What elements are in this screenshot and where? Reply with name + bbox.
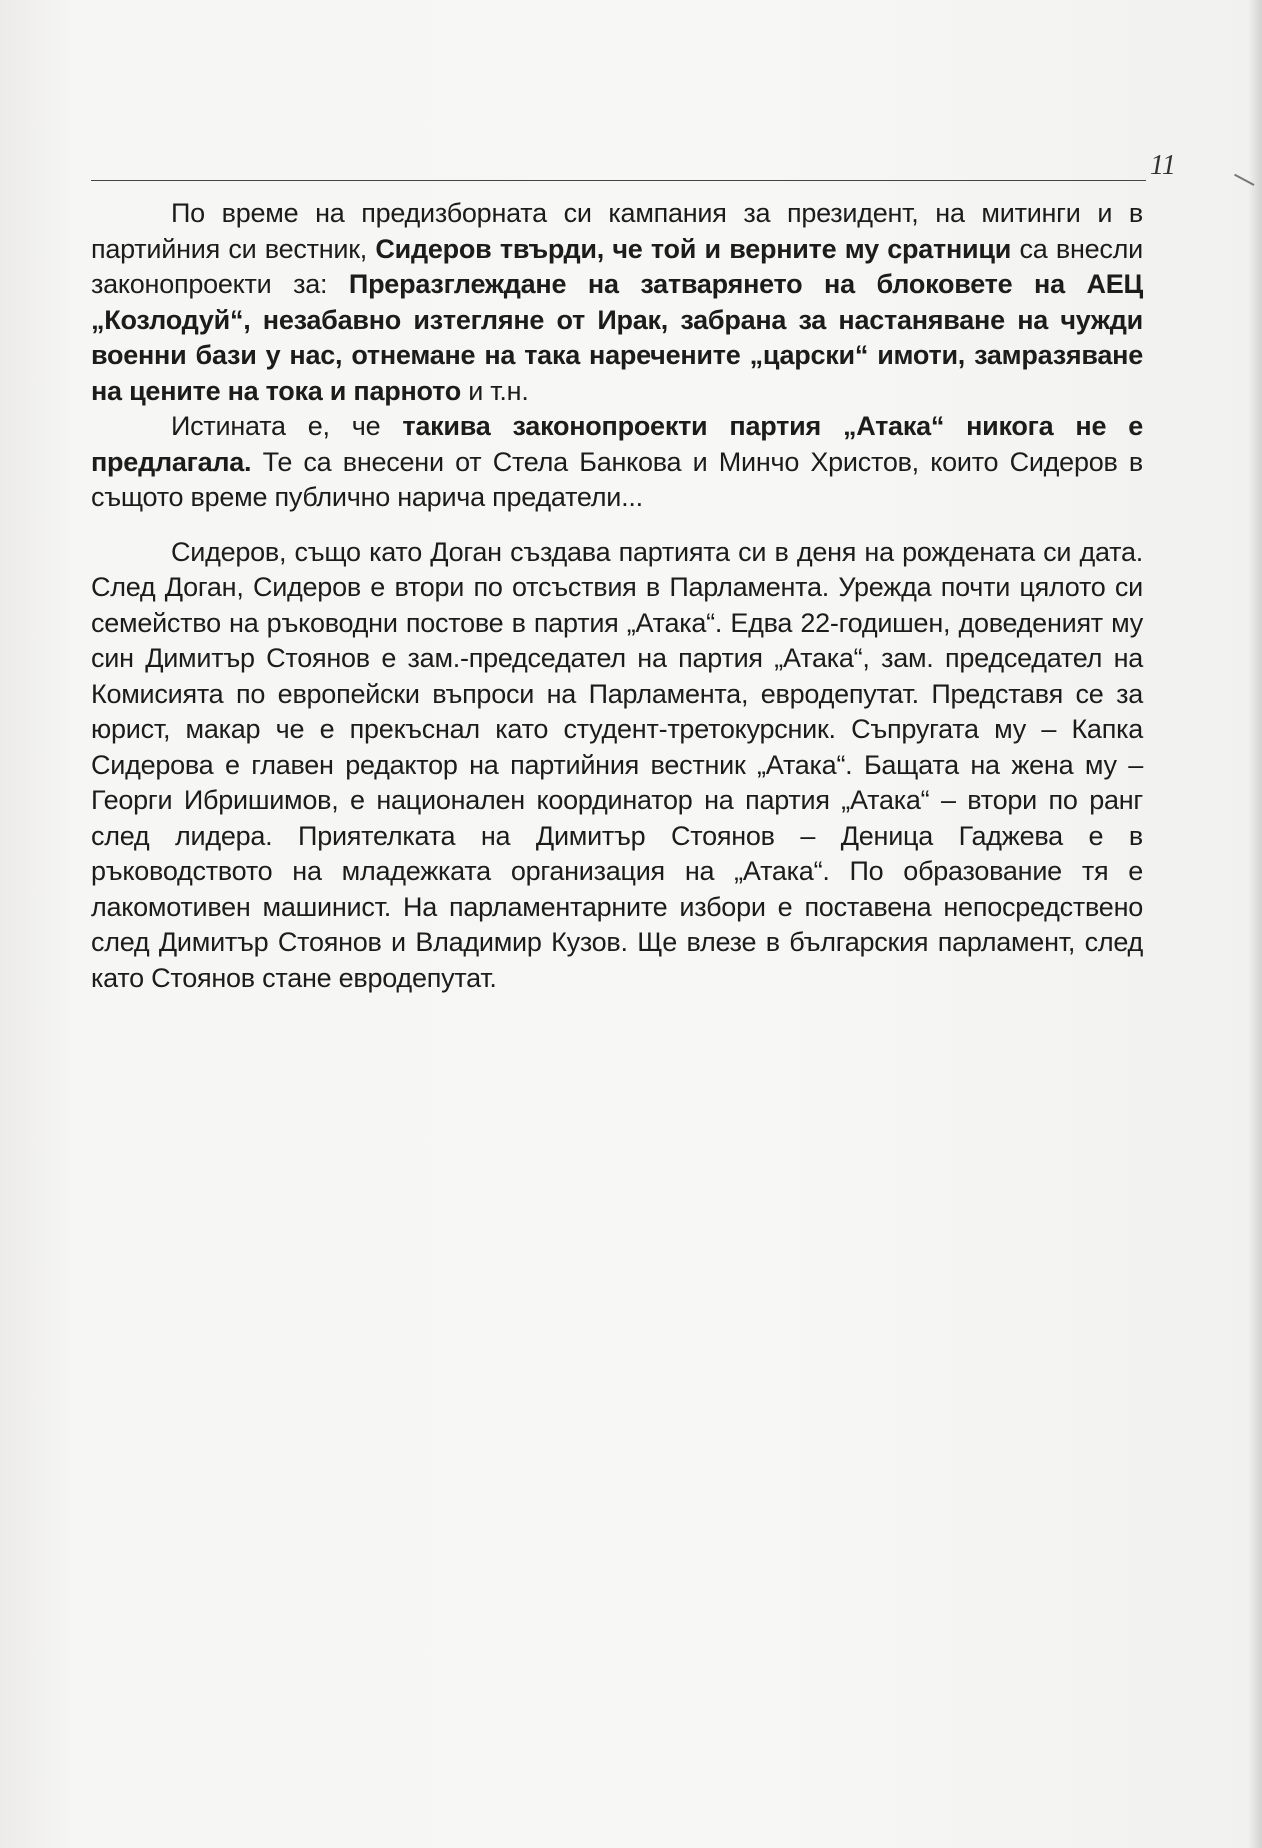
paragraph	[91, 409, 1143, 516]
text-segment: Истината е, че	[171, 411, 403, 441]
text-segment-bold: Преразглеждане на затварянето на блоковете на АЕЦ „Козлодуй“, незабавно изтегляне от Ирак, забрана за настаняване на чужди военни бази у нас, отнемане на така наречените „царски“ имоти, замразяване на цените на тока и парното	[91, 269, 1143, 406]
paragraph	[91, 535, 1143, 997]
scan-edge-shadow	[1248, 0, 1262, 1848]
page-number: 11	[1150, 150, 1176, 181]
text-segment: Те са внесени от Стела Банкова и Минчо Христов, които Сидеров в същото време публично нарича предатели...	[91, 446, 1143, 512]
text-segment: Сидеров, също като Доган създава партията си в деня на рождената си дата. След Доган, Сидеров е втори по отсъствия в Парламента. Урежда почти цялото си семейство на ръководни постове в партия „Атака“. Едва 22-годишен, доведеният му син Димитър Стоянов е зам.-председател на партия „Атака“, зам. председател на Комисията по европейски въпроси на Парламента, евродепутат. Представя се за юрист, макар че е прекъснал като студент-третокурсник. Съпругата му – Капка Сидерова е главен редактор на партийния вестник „Атака“. Бащата на жена му – Георги Ибришимов, е национален координатор на партия „Атака“ – втори по ранг след лидера. Приятелката на Димитър Стоянов – Деница Гаджева е в ръководството на младежката организация на „Атака“. По образование тя е лакомотивен машинист. На парламентарните избори е поставена непосредствено след Димитър Стоянов и Владимир Кузов. Ще влезе в българския парламент, след като Стоянов стане евродепутат.	[91, 536, 1143, 993]
header-rule	[91, 180, 1146, 181]
text-segment: По време на предизборната си кампания за президент, на митинги и в партийния си вестник,	[91, 198, 1143, 264]
text-segment: и т.н.	[460, 375, 529, 406]
text-segment-bold: Сидеров твърди, че той и верните му сратници	[375, 233, 1012, 264]
body-text	[91, 196, 1143, 996]
text-segment-bold: такива законопроекти партия „Атака“ никога не е предлагала.	[91, 411, 1144, 477]
text-segment: са внесли законопроекти за:	[91, 233, 1143, 299]
paragraph	[91, 196, 1143, 409]
